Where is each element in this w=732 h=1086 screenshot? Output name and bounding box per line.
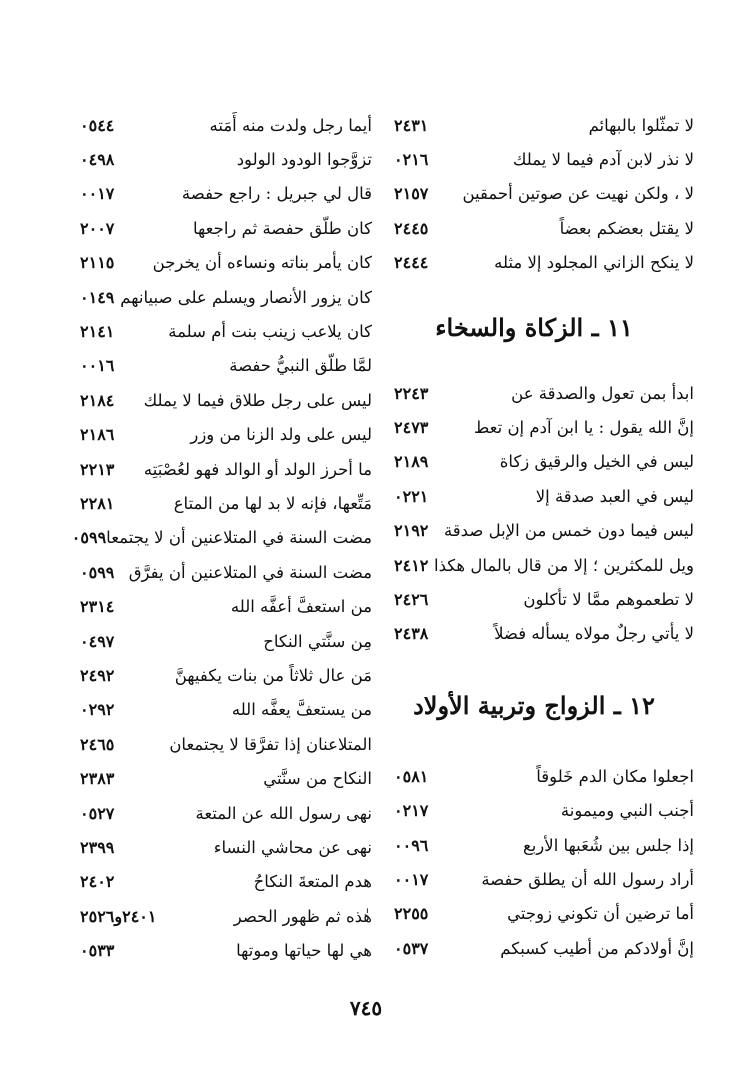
index-entry	[80, 246, 372, 280]
index-entry	[80, 899, 372, 933]
right-column	[394, 108, 694, 965]
entry-text: مِن سنَّتي النكاح	[263, 631, 372, 651]
entry-number: ٢٤٢٦	[394, 589, 429, 609]
index-entry	[71, 521, 372, 555]
index-entry	[80, 761, 372, 795]
entry-number: ٠١٤٩	[80, 287, 115, 307]
index-entry	[80, 693, 372, 727]
index-entry	[80, 727, 372, 761]
index-entry	[80, 108, 372, 142]
index-entry	[80, 211, 372, 245]
index-entry	[394, 828, 694, 862]
entry-number: ٢٢٥٥	[394, 904, 429, 924]
entry-number: ٠٥٣٧	[394, 938, 429, 958]
index-entry	[394, 177, 694, 211]
index-entry	[394, 582, 694, 616]
entry-number: ٢٤٤٥	[394, 218, 429, 238]
entry-text: كان يلاعب زينب بنت أم سلمة	[168, 322, 372, 342]
entry-number: ٢٠٠٧	[80, 218, 115, 238]
entry-text: إذا جلس بين شُعَبها الأربع	[522, 835, 694, 855]
entry-number: ٢١٨٤	[80, 390, 115, 410]
index-entry	[394, 931, 694, 965]
entry-text: إنَّ الله يقول : يا ابن آدم إن تعط	[473, 418, 694, 438]
index-entry	[80, 177, 372, 211]
entry-number: ٠٥٣٣	[80, 941, 115, 961]
entry-number: ٠٢٢١	[394, 486, 429, 506]
entry-number: ٢٤٦٥	[80, 734, 115, 754]
entry-number: ٢١٨٦	[80, 425, 115, 445]
entry-text: لا ينكح الزاني المجلود إلا مثله	[494, 253, 694, 273]
entry-text: هٰذه ثم ظهور الحصر	[233, 906, 372, 926]
section-heading-zakat: ١١ ـ الزكاة والسخاء	[435, 313, 633, 343]
entry-text: كان يزور الأنصار ويسلم على صبيانهم	[120, 287, 372, 307]
index-entry	[80, 589, 372, 623]
entry-text: مَن عال ثلاثاً من بنات يكفيهنَّ	[174, 665, 372, 685]
entry-text: اجعلوا مكان الدم خَلوقاً	[536, 766, 694, 786]
entry-number: ٢١٥٧	[394, 184, 429, 204]
entry-number: ٢٤٤٤	[394, 253, 429, 273]
entry-text: مَتِّعها، فإنه لا بد لها من المتاع	[173, 493, 372, 513]
index-entry	[80, 555, 372, 589]
entry-text: ليس على رجل طلاق فيما لا يملك	[143, 390, 372, 410]
entry-number: ٢١٨٩	[394, 452, 429, 472]
entry-text: لا تمثّلوا بالبهائم	[588, 115, 694, 135]
entry-number: ٢١١٥	[80, 253, 115, 273]
index-entry	[80, 418, 372, 452]
entry-number: ٢٤٣١	[394, 115, 429, 135]
entry-number: ٠٠١٧	[394, 869, 429, 889]
entry-number: ٠٠١٧	[80, 184, 115, 204]
entry-number: ٠٠١٦	[80, 356, 115, 376]
entry-number: ٠٤٩٧	[80, 631, 115, 651]
index-entry	[80, 624, 372, 658]
entry-text: المتلاعنان إذا تفرَّقا لا يجتمعان	[169, 734, 372, 754]
entry-text: ما أحرز الولد أو الوالد فهو لعُصْبَتِه	[143, 459, 372, 479]
entry-text: من استعفَّ أعفَّه الله	[230, 597, 372, 617]
entry-number: ٢٤٣٨	[394, 624, 429, 644]
entry-text: لا يقتل بعضكم بعضاً	[559, 218, 694, 238]
entry-text: النكاح من سنَّتي	[263, 769, 372, 789]
entry-number: ٠٤٩٨	[80, 150, 115, 170]
index-entry	[394, 548, 694, 582]
entry-number: ٢٤٠١و٢٥٢٦	[80, 906, 157, 926]
section-rows	[394, 759, 694, 965]
index-entry	[80, 796, 372, 830]
entry-number: ٠٥٤٤	[80, 115, 115, 135]
entry-number: ٢٢٨١	[80, 493, 115, 513]
entry-number: ٠٢١٧	[394, 801, 429, 821]
entry-text: من يستعفَّ يعفَّه الله	[231, 700, 372, 720]
entry-text: هدم المتعةَ النكاحُ	[253, 872, 372, 892]
entry-number: ٢١٩٢	[394, 521, 429, 541]
entry-number: ٢٣١٤	[80, 597, 115, 617]
page-number: ٧٤٥	[349, 996, 383, 1020]
section-rows	[394, 108, 694, 280]
index-entry	[394, 793, 694, 827]
entry-number: ٠٠٩٦	[394, 835, 429, 855]
entry-text: أيما رجل ولدت منه أَمَته	[209, 115, 372, 135]
entry-number: ٢٢١٣	[80, 459, 115, 479]
entry-text: إنَّ أولادكم من أطيب كسبكم	[500, 938, 694, 958]
index-entry	[80, 452, 372, 486]
index-entry	[80, 383, 372, 417]
index-entry	[80, 658, 372, 692]
entry-number: ٢١٤١	[80, 322, 115, 342]
entry-text: هي لها حياتها وموتها	[236, 941, 372, 961]
index-entry	[394, 108, 694, 142]
entry-text: لمَّا طلّق النبيُّ حفصة	[229, 356, 372, 376]
index-entry	[394, 617, 694, 651]
index-entry	[394, 759, 694, 793]
entry-text: لا يأتي رجلٌ مولاه يسأله فضلاً	[494, 624, 694, 644]
entry-text: مضت السنة في المتلاعنين أن يفرَّق	[128, 562, 372, 582]
entry-text: مضت السنة في المتلاعنين أن لا يجتمعا	[106, 528, 372, 548]
entry-number: ٠٥٩٩	[80, 562, 115, 582]
entry-number: ٠٥٢٧	[80, 803, 115, 823]
entry-text: لا ، ولكن نهيت عن صوتين أحمقين	[462, 184, 694, 204]
entry-number: ٢٤٧٣	[394, 418, 429, 438]
entry-number: ٠٢٩٢	[80, 700, 115, 720]
entry-number: ٠٥٩٩	[71, 528, 107, 548]
left-column	[71, 108, 372, 968]
index-entry	[394, 142, 694, 176]
index-entry	[394, 897, 694, 931]
index-entry	[394, 376, 694, 410]
entry-number: ٠٢١٦	[394, 150, 429, 170]
entry-text: لا نذر لابن آدم فيما لا يملك	[512, 150, 694, 170]
entry-text: كان يأمر بناته ونساءه أن يخرجن	[152, 253, 372, 273]
entry-text: أجنب النبي وميمونة	[560, 801, 694, 821]
entry-text: ليس في الخيل والرقيق زكاة	[499, 452, 694, 472]
index-entry	[394, 246, 694, 280]
section-rows	[71, 108, 372, 968]
entry-text: ابدأ بمن تعول والصدقة عن	[511, 383, 694, 403]
entry-text: نهى رسول الله عن المتعة	[195, 803, 372, 823]
section-heading-marriage: ١٢ ـ الزواج وتربية الأولاد	[413, 690, 655, 720]
index-entry	[80, 933, 372, 967]
entry-text: ليس فيما دون خمس من الإبل صدقة	[443, 521, 694, 541]
entry-number: ٢٣٩٩	[80, 837, 115, 857]
entry-number: ٢٣٨٣	[80, 769, 115, 789]
entry-text: ليس في العبد صدقة إلا	[535, 486, 694, 506]
entry-text: أما ترضين أن تكوني زوجتي	[507, 904, 694, 924]
entry-number: ٢٤٠٢	[80, 872, 115, 892]
index-entry	[394, 514, 694, 548]
entry-number: ٠٥٨١	[394, 766, 429, 786]
section-rows	[394, 376, 694, 651]
index-entry	[80, 314, 372, 348]
index-entry	[80, 830, 372, 864]
entry-number: ٢٤٩٢	[80, 665, 115, 685]
index-entry	[394, 211, 694, 245]
index-entry	[394, 479, 694, 513]
entry-number: ٢٤١٢	[394, 555, 429, 575]
entry-number: ٢٢٤٣	[394, 383, 429, 403]
entry-text: أراد رسول الله أن يطلق حفصة	[481, 869, 694, 889]
index-entry	[394, 862, 694, 896]
entry-text: نهى عن محاشي النساء	[213, 837, 372, 857]
entry-text: ويل للمكثرين ؛ إلا من قال بالمال هكذا	[434, 555, 694, 575]
index-entry	[80, 865, 372, 899]
index-entry	[394, 410, 694, 444]
entry-text: قال لي جبريل : راجع حفصة	[181, 184, 372, 204]
index-entry	[80, 349, 372, 383]
index-entry	[80, 486, 372, 520]
index-entry	[394, 445, 694, 479]
entry-text: كان طلّق حفصة ثم راجعها	[193, 218, 372, 238]
index-entry	[80, 142, 372, 176]
entry-text: لا تطعموهم ممَّا لا تأكلون	[523, 589, 694, 609]
index-entry	[80, 280, 372, 314]
entry-text: ليس على ولد الزنا من وزر	[190, 425, 372, 445]
entry-text: تزوَّجوا الودود الولود	[236, 150, 372, 170]
